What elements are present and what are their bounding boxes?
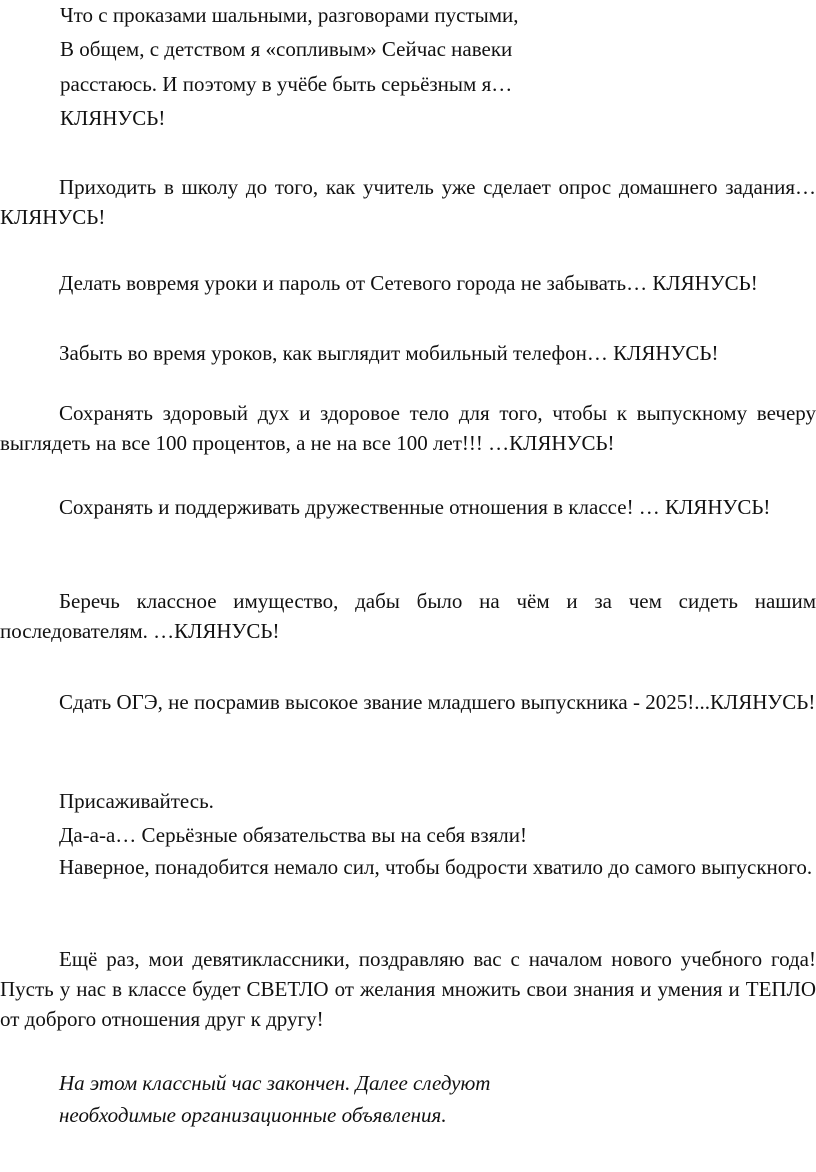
closing-note-line: На этом классный час закончен. Далее следуют bbox=[59, 1071, 491, 1095]
strength-paragraph: Наверное, понадобится немало сил, чтобы бодрости хватило до самого выпускного. bbox=[59, 855, 813, 879]
oath-paragraph: Сохранять здоровый дух и здоровое тело для того, чтобы к выпускному вечеру выглядеть на все 100 процентов, а не на все 100 лет!!! …КЛЯНУСЬ! bbox=[0, 401, 816, 455]
poem-line: КЛЯНУСЬ! bbox=[60, 106, 166, 130]
oath-paragraph: Приходить в школу до того, как учитель уже сделает опрос домашнего задания… КЛЯНУСЬ! bbox=[0, 175, 816, 229]
poem-line: Что с проказами шальными, разговорами пустыми, bbox=[60, 3, 519, 27]
congrats-paragraph: Ещё раз, мои девятиклассники, поздравляю вас с началом нового учебного года! Пусть у нас в классе будет СВЕТЛО от желания множить свои знания и умения и ТЕПЛО от доброго отношения друг к другу! bbox=[0, 947, 816, 1031]
serious-line: Да-а-а… Серьёзные обязательства вы на себя взяли! bbox=[59, 823, 528, 847]
oath-paragraph: Забыть во время уроков, как выглядит мобильный телефон… КЛЯНУСЬ! bbox=[59, 341, 719, 365]
sit-down-line: Присаживайтесь. bbox=[59, 789, 214, 813]
poem-line: В общем, с детством я «сопливым» Сейчас навеки bbox=[60, 37, 513, 61]
oath-paragraph: Беречь классное имущество, дабы было на чём и за чем сидеть нашим последователям. …КЛЯНУСЬ! bbox=[0, 589, 816, 643]
closing-note-line: необходимые организационные объявления. bbox=[59, 1103, 447, 1127]
poem-line: расстаюсь. И поэтому в учёбе быть серьёзным я… bbox=[60, 72, 513, 96]
oath-paragraph: Сохранять и поддерживать дружественные отношения в классе! … КЛЯНУСЬ! bbox=[59, 495, 771, 519]
oath-paragraph: Делать вовремя уроки и пароль от Сетевого города не забывать… КЛЯНУСЬ! bbox=[59, 271, 758, 295]
oath-paragraph: Сдать ОГЭ, не посрамив высокое звание младшего выпускника - 2025!...КЛЯНУСЬ! bbox=[59, 690, 816, 714]
